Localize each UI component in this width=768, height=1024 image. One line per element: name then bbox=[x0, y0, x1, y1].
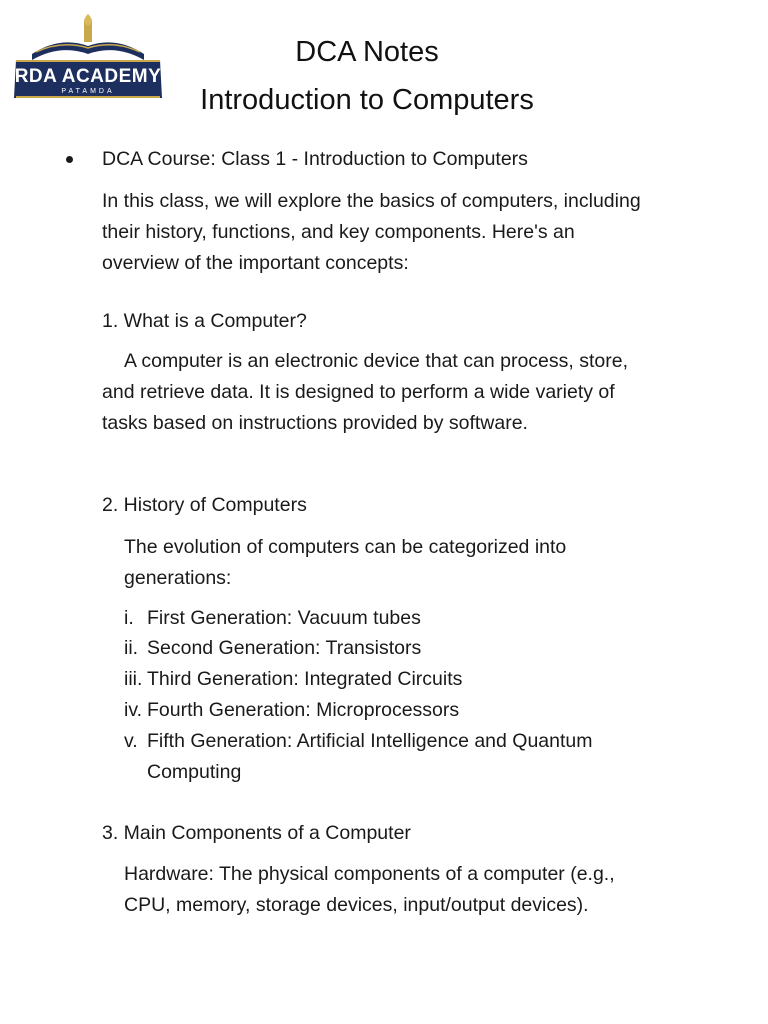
section-line: A computer is an electronic device that can process, store, bbox=[124, 350, 629, 372]
section-line: The evolution of computers can be categorized into bbox=[124, 536, 567, 558]
bullet-icon bbox=[66, 156, 73, 163]
section-line: Hardware: The physical components of a computer (e.g., bbox=[124, 863, 615, 885]
logo-name: RDA ACADEMY bbox=[14, 66, 162, 87]
page-title: DCA Notes bbox=[295, 36, 439, 68]
intro-line: overview of the important concepts: bbox=[102, 252, 409, 274]
section-heading: 3. Main Components of a Computer bbox=[102, 822, 411, 844]
section-heading: 1. What is a Computer? bbox=[102, 310, 307, 332]
list-item: First Generation: Vacuum tubes bbox=[147, 607, 421, 629]
logo-subtitle: PATAMDA bbox=[61, 88, 115, 95]
list-number: i. bbox=[124, 607, 134, 629]
list-item: Fourth Generation: Microprocessors bbox=[147, 699, 460, 721]
section-heading: 2. History of Computers bbox=[102, 494, 307, 516]
list-item: Third Generation: Integrated Circuits bbox=[147, 668, 463, 690]
section-line: generations: bbox=[124, 567, 232, 589]
list-number: iii. bbox=[124, 668, 143, 690]
page-subtitle: Introduction to Computers bbox=[200, 84, 534, 116]
section-line: tasks based on instructions provided by software. bbox=[102, 412, 528, 434]
list-item: Second Generation: Transistors bbox=[147, 637, 422, 659]
section-line: and retrieve data. It is designed to perform a wide variety of bbox=[102, 381, 615, 403]
list-item: Fifth Generation: Artificial Intelligence and Quantum bbox=[147, 730, 593, 752]
course-bullet: DCA Course: Class 1 - Introduction to Computers bbox=[102, 148, 528, 170]
list-number: ii. bbox=[124, 637, 139, 659]
list-number: v. bbox=[124, 730, 138, 752]
intro-line: In this class, we will explore the basics of computers, including bbox=[102, 190, 641, 212]
section-line: CPU, memory, storage devices, input/output devices). bbox=[124, 894, 589, 916]
list-number: iv. bbox=[124, 699, 143, 721]
list-item-continuation: Computing bbox=[147, 761, 242, 783]
intro-line: their history, functions, and key components. Here's an bbox=[102, 221, 575, 243]
